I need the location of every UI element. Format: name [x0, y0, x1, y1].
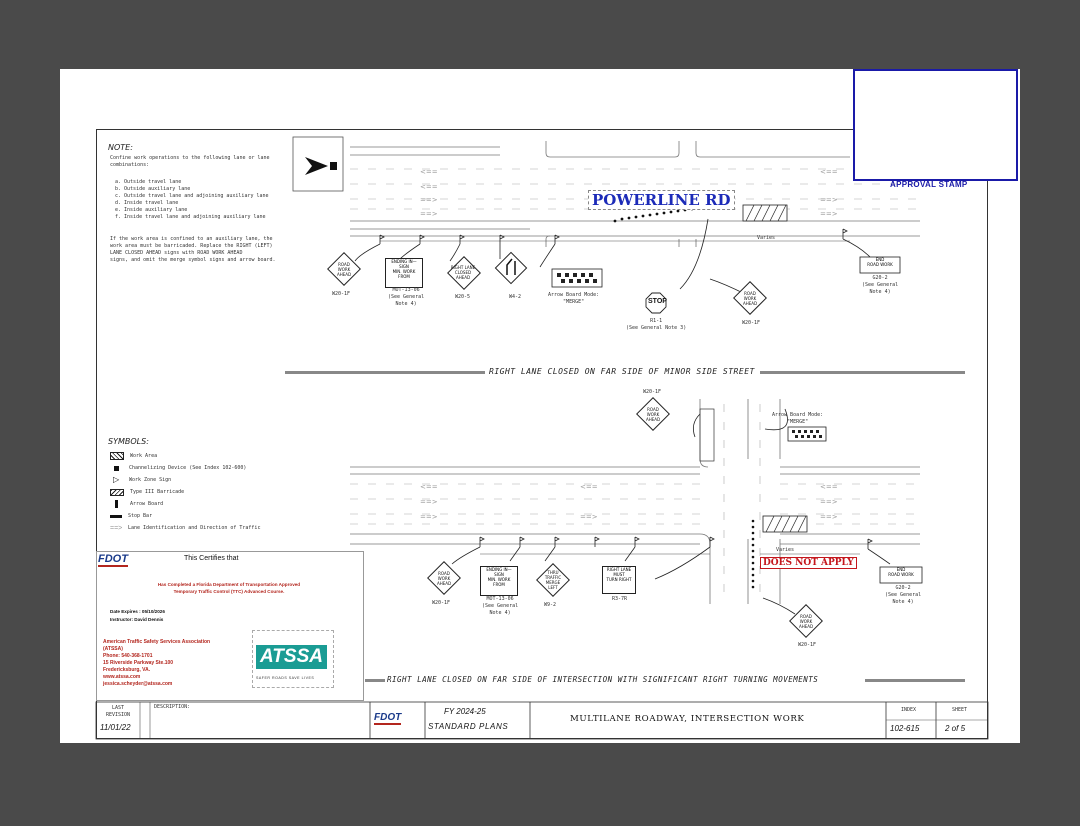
svg-text:==>: ==> — [580, 513, 598, 521]
certificate-certifies: This Certifies that — [184, 555, 239, 562]
road-work-ahead-text-lower-top: ROAD WORK AHEAD — [645, 407, 661, 422]
arrow-board-icon — [552, 269, 602, 287]
contact-line: www.atssa.com — [103, 674, 141, 680]
legend-row — [110, 450, 260, 462]
drawing-title: MULTILANE ROADWAY, INTERSECTION WORK — [570, 714, 805, 724]
svg-text:==>: ==> — [820, 196, 838, 204]
right-lane-must-turn-sign: RIGHT LANE MUST TURN RIGHT — [602, 566, 636, 594]
right-lane-closed-text: RIGHT LANE CLOSED AHEAD — [450, 265, 476, 280]
svg-text:==>: ==> — [420, 210, 438, 218]
note-item: b. Outside auxiliary lane — [115, 186, 191, 192]
note-item: a. Outside travel lane — [115, 179, 182, 185]
fiscal-year: FY 2024-25 — [444, 707, 486, 716]
notes-title: NOTE: — [108, 143, 133, 152]
legend-row — [110, 510, 260, 522]
banner-1-rule-right — [760, 371, 965, 374]
mot-sign-label: MOT-13-06 (See General Note 4) — [388, 287, 425, 307]
arrow-board-mode-lower-label: Arrow Board Mode: "MERGE" — [772, 412, 824, 425]
certificate-date-expires: Date Expires : 05/10/2026 — [110, 609, 165, 614]
index-label: INDEX — [901, 707, 917, 713]
contact-line: (ATSSA) — [103, 646, 123, 652]
lane-merge-icon — [500, 257, 522, 279]
type-iii-barricade-icon — [110, 489, 124, 496]
note-line: If the work area is confined to an auxiliary lane, the — [110, 236, 273, 242]
w20-1f-lower-right-label: W20-1F — [798, 642, 817, 648]
w20-1f-lower-top-label: W20-1F — [643, 389, 662, 395]
mot-sign-lower-label: MOT-13-06 (See General Note 4) — [482, 596, 519, 616]
svg-text:<==: <== — [820, 168, 838, 176]
road-work-ahead-text: ROAD WORK AHEAD — [336, 262, 352, 277]
svg-text:==>: ==> — [420, 196, 438, 204]
svg-text:<==: <== — [420, 483, 438, 491]
north-arrow-icon — [293, 137, 343, 191]
legend-row — [110, 522, 260, 534]
svg-text:==>: ==> — [820, 210, 838, 218]
banner-2-rule-right — [865, 679, 965, 682]
description-label: DESCRIPTION: — [154, 704, 191, 710]
road-work-ahead-text-lower-left: ROAD WORK AHEAD — [436, 571, 452, 586]
thru-traffic-merge-text: THRU TRAFFIC MERGE LEFT — [544, 570, 562, 590]
approval-stamp-label: APPROVAL STAMP — [890, 180, 968, 189]
notes-list — [115, 179, 269, 221]
contact-email: jessica.scheyder@atssa.com — [103, 681, 173, 687]
legend-row — [110, 474, 260, 486]
work-area-icon — [110, 452, 124, 460]
svg-text:<==: <== — [820, 483, 838, 491]
w20-1f-label: W20-1F — [332, 291, 351, 297]
sheet-number: 2 of 5 — [945, 724, 966, 733]
banner-1-rule-left — [285, 371, 485, 374]
banner-1-title: RIGHT LANE CLOSED ON FAR SIDE OF MINOR SIDE STREET — [489, 367, 755, 376]
arrow-board-mode-label: Arrow Board Mode: "MERGE" — [548, 292, 600, 305]
note-item: d. Inside travel lane — [115, 200, 179, 206]
road-name-label: POWERLINE RD — [588, 190, 735, 210]
legend-label: Stop Bar — [128, 512, 153, 519]
sheet-label: SHEET — [952, 707, 968, 713]
ending-in-sign: ENDING IN— SIGN MIN. WORK FROM — [385, 258, 423, 288]
contact-line: 15 Riverside Parkway Ste.100 — [103, 660, 174, 666]
work-zone-sign-icon: ▷ — [113, 475, 120, 484]
arrow-board-legend-icon — [115, 500, 118, 508]
certificate-completed: Has Completed a Florida Department of Transportation Approved Temporary Traffic Control (TTC) Advanced Course. — [157, 582, 301, 594]
note-line: LANE CLOSED AHEAD signs with ROAD WORK AHEAD — [110, 250, 243, 256]
w20-5-label: W20-5 — [455, 294, 471, 300]
legend-label: Arrow Board — [130, 500, 164, 507]
title-block-fdot-logo: FDOT — [374, 712, 402, 723]
varies-label-lower: Varies — [776, 547, 795, 553]
last-revision-label: LAST REVISION — [105, 705, 131, 718]
svg-text:==>: ==> — [420, 498, 438, 506]
note-item: c. Outside travel lane and adjoining auxiliary lane — [115, 193, 269, 199]
g20-2-label: G20-2 (See General Note 4) — [862, 275, 899, 295]
svg-text:<==: <== — [420, 168, 438, 176]
legend-label: Channelizing Device (See Index 102-600) — [129, 464, 247, 471]
w20-1f-label-right: W20-1F — [742, 320, 761, 326]
w4-2-label: W4-2 — [509, 294, 522, 300]
svg-text:==>: ==> — [820, 513, 838, 521]
stop-sign-text: STOP — [648, 298, 667, 305]
banner-2-title: RIGHT LANE CLOSED ON FAR SIDE OF INTERSECTION WITH SIGNIFICANT RIGHT TURNING MOVEMENTS — [387, 675, 819, 684]
note-item: f. Inside travel lane and adjoining auxiliary lane — [115, 214, 266, 220]
channelizing-device-icon — [114, 466, 119, 471]
r1-1-label: R1-1 (See General Note 3) — [626, 318, 687, 331]
contact-line: American Traffic Safety Services Association — [103, 639, 211, 645]
banner-2-rule-left — [365, 679, 385, 682]
legend-row — [110, 462, 260, 474]
note-line: signs, and omit the merge symbol signs and arrow board. — [110, 257, 276, 263]
w9-2-label: W9-2 — [544, 602, 557, 608]
note-item: e. Inside auxiliary lane — [115, 207, 188, 213]
r3-7r-label: R3-7R — [612, 596, 628, 602]
atssa-tagline: SAFER ROADS SAVE LIVES — [256, 676, 315, 680]
index-number: 102-615 — [890, 724, 920, 733]
traffic-arrow-icon: ==> — [110, 524, 123, 532]
road-work-ahead-text-lower-right: ROAD WORK AHEAD — [798, 614, 814, 629]
svg-text:<==: <== — [580, 483, 598, 491]
road-work-ahead-text-right: ROAD WORK AHEAD — [742, 291, 758, 306]
symbols-title: SYMBOLS: — [108, 437, 149, 446]
legend-row — [110, 498, 260, 510]
atssa-logo: ATSSA — [256, 645, 327, 669]
svg-text:<==: <== — [420, 183, 438, 191]
fdot-logo: FDOT — [98, 553, 128, 565]
legend-label: Work Area — [130, 452, 158, 459]
notes-paragraph — [110, 236, 276, 264]
g20-2-lower-label: G20-2 (See General Note 4) — [885, 585, 922, 605]
varies-label-top: Varies — [757, 235, 776, 241]
legend-label: Type III Barricade — [130, 488, 185, 495]
standard-plans: STANDARD PLANS — [428, 722, 509, 731]
legend-row — [110, 486, 260, 498]
stop-bar-icon — [110, 515, 122, 518]
w20-1f-lower-left-label: W20-1F — [432, 600, 451, 606]
contact-line: Phone: 540-368-1701 — [103, 653, 153, 659]
end-road-work-sign-lower: END ROAD WORK — [888, 567, 914, 577]
legend-label: Work Zone Sign — [129, 476, 172, 483]
plan-sheet — [60, 69, 1020, 743]
svg-text:==>: ==> — [420, 513, 438, 521]
legend-label: Lane Identification and Direction of Traffic — [128, 524, 261, 531]
approval-stamp-box — [853, 69, 1018, 181]
note-line: work area must be barricaded. Replace the RIGHT (LEFT) — [110, 243, 273, 249]
contact-line: Fredericksburg, VA. — [103, 667, 151, 673]
notes-intro: Confine work operations to the following lane or lane combinations: — [110, 155, 270, 168]
arrow-board-lower-icon — [788, 427, 826, 441]
certificate-instructor: Instructor: David Dennis — [110, 617, 164, 622]
last-revision-date: 11/01/22 — [100, 723, 131, 732]
symbols-legend — [110, 450, 260, 534]
svg-text:==>: ==> — [820, 498, 838, 506]
atssa-contact — [103, 639, 210, 688]
does-not-apply-label: DOES NOT APPLY — [760, 557, 857, 569]
end-road-work-sign: END ROAD WORK — [867, 257, 893, 267]
ending-in-sign-lower: ENDING IN— SIGN MIN. WORK FROM — [480, 566, 518, 596]
